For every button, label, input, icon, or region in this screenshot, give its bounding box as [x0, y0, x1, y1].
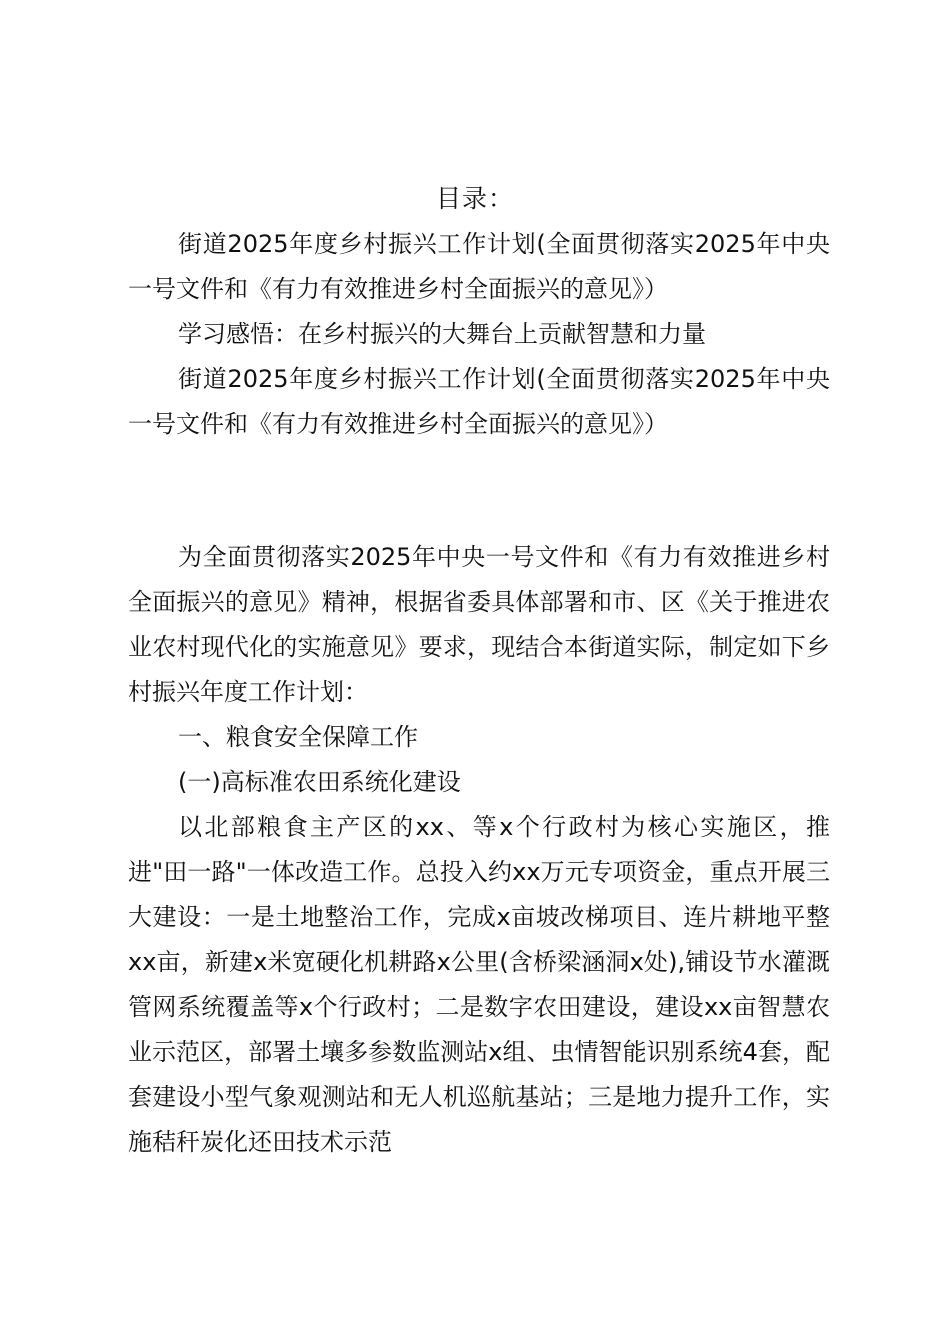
section-heading: 一、粮食安全保障工作 — [178, 723, 418, 751]
subsection-heading: (一)高标准农田系统化建设 — [178, 768, 461, 796]
toc-item-2: 学习感悟：在乡村振兴的大舞台上贡献智慧和力量 — [178, 320, 706, 348]
toc-title: 目录： — [435, 184, 514, 213]
table-of-contents — [128, 222, 830, 447]
toc-item-3: 街道2025年度乡村振兴工作计划(全面贯彻落实2025年中央一号文件和《有力有效推进乡村全面振兴的意见》） — [128, 365, 830, 438]
intro-paragraph: 为全面贯彻落实2025年中央一号文件和《有力有效推进乡村全面振兴的意见》精神，根据省委具体部署和市、区《关于推进农业农村现代化的实施意见》要求，现结合本街道实际，制定如下乡村振兴年度工作计划： — [128, 543, 830, 706]
toc-item-1: 街道2025年度乡村振兴工作计划(全面贯彻落实2025年中央一号文件和《有力有效推进乡村全面振兴的意见》） — [128, 230, 830, 303]
document-body — [128, 535, 830, 1165]
subsection-paragraph: 以北部粮食主产区的xx、等x个行政村为核心实施区，推进"田一路"一体改造工作。总投入约xx万元专项资金，重点开展三大建设：一是土地整治工作，完成x亩坡改梯项目、连片耕地平整xx亩，新建x米宽硬化机耕路x公里(含桥梁涵洞x处),铺设节水灌溉管网系统覆盖等x个行政村；二是数字农田建设，建设xx亩智慧农业示范区，部署土壤多参数监测站x组、虫情智能识别系统4套，配套建设小型气象观测站和无人机巡航基站；三是地力提升工作，实施秸秆炭化还田技术示范 — [128, 813, 830, 1156]
